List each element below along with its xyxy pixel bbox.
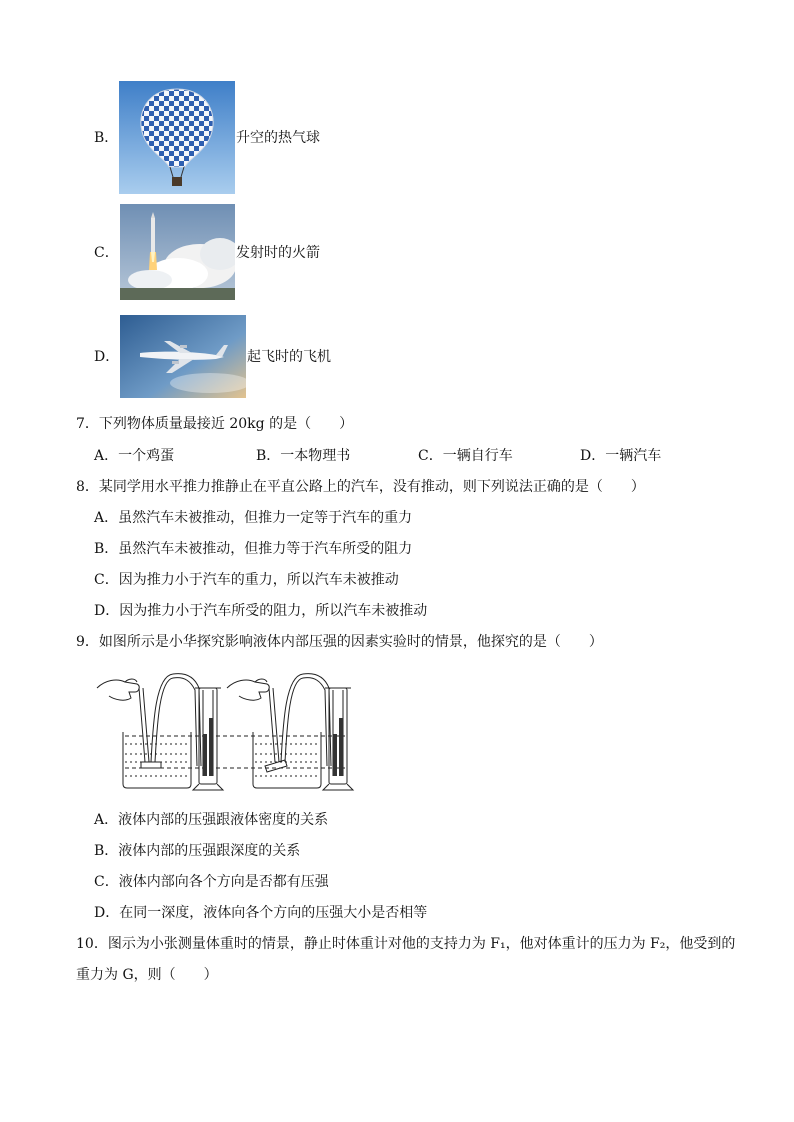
option-c: C．液体内部向各个方向是否都有压强 xyxy=(94,874,329,890)
option-c: C．因为推力小于汽车的重力，所以汽车未被推动 xyxy=(94,572,399,588)
option-c: C．一辆自行车 xyxy=(418,448,513,464)
option-d: D．一辆汽车 xyxy=(580,448,662,464)
hot-air-balloon-photo xyxy=(119,81,235,194)
liquid-pressure-experiment-diagram xyxy=(95,666,360,792)
question-stem-line-1: 10．图示为小张测量体重时的情景，静止时体重计对他的支持力为 F₁，他对体重计的压力为 F₂，他受到的 xyxy=(76,936,736,952)
rocket-launch-photo xyxy=(120,204,235,300)
option-d: D．因为推力小于汽车所受的阻力，所以汽车未被推动 xyxy=(94,603,428,619)
option-b: B．液体内部的压强跟深度的关系 xyxy=(94,843,301,859)
option-letter: B． xyxy=(94,130,119,146)
option-d: D．在同一深度，液体向各个方向的压强大小是否相等 xyxy=(94,905,428,921)
option-b: B．虽然汽车未被推动，但推力等于汽车所受的阻力 xyxy=(94,541,413,557)
option-b: B．一本物理书 xyxy=(256,448,351,464)
option-text: 发射时的火箭 xyxy=(236,245,320,261)
right-setup xyxy=(227,674,353,790)
option-text: 起飞时的飞机 xyxy=(247,349,331,365)
question-stem: 9．如图所示是小华探究影响液体内部压强的因素实验时的情景，他探究的是（ ） xyxy=(76,634,603,650)
option-a: A．液体内部的压强跟液体密度的关系 xyxy=(94,812,329,828)
question-stem-line-2: 重力为 G，则（ ） xyxy=(76,967,218,983)
option-letter: C． xyxy=(94,245,119,261)
option-a: A．一个鸡蛋 xyxy=(94,448,175,464)
question-stem: 8．某同学用水平推力推静止在平直公路上的汽车，没有推动，则下列说法正确的是（ ） xyxy=(76,479,645,495)
option-letter: D． xyxy=(94,349,120,365)
option-text: 升空的热气球 xyxy=(236,130,320,146)
airplane-takeoff-photo xyxy=(120,315,246,398)
question-stem: 7．下列物体质量最接近 20kg 的是（ ） xyxy=(76,416,354,432)
option-a: A．虽然汽车未被推动，但推力一定等于汽车的重力 xyxy=(94,510,413,526)
left-setup xyxy=(97,674,223,790)
